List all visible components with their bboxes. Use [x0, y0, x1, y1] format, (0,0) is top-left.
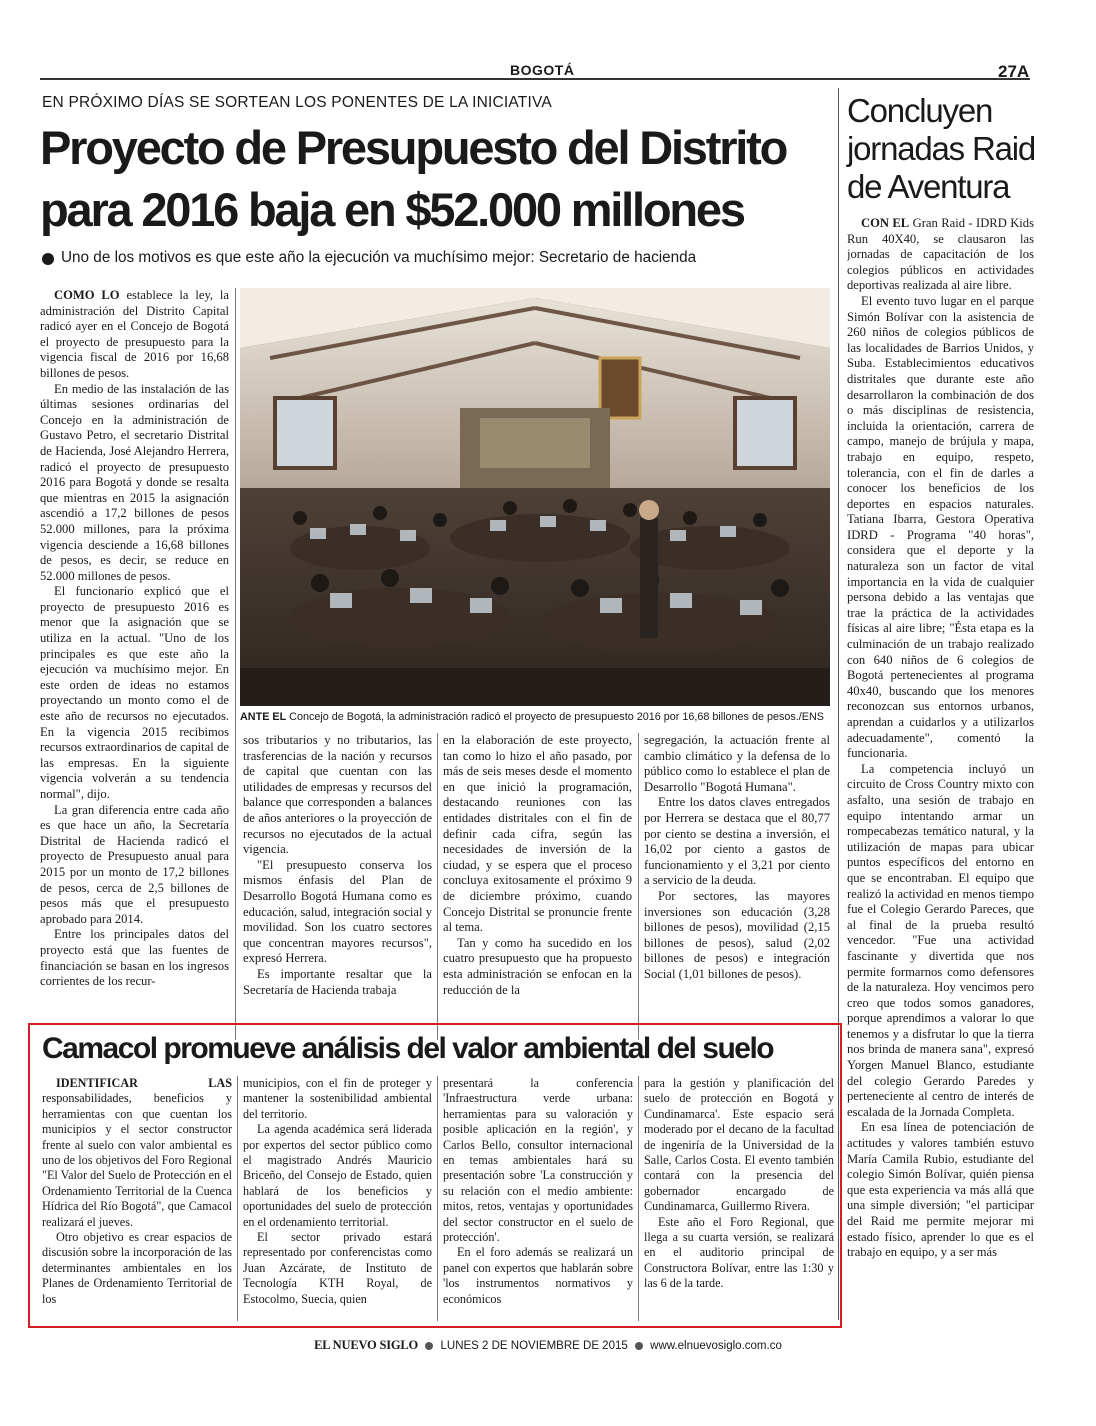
- side-headline: [847, 92, 1037, 206]
- issue-date: LUNES 2 DE NOVIEMBRE DE 2015: [440, 1340, 628, 1352]
- footer: [0, 1338, 1096, 1353]
- paragraph: El sector privado estará representado por conferencistas como Juan Azcárate, de Instituto de Tecnología KTH Royal, de Estocolmo, Suecia, quien: [243, 1230, 432, 1306]
- main-col-4: [644, 733, 830, 1040]
- paragraph: Por sectores, las mayores inversiones son educación (3,28 billones de pesos), movilidad (2,15 billones de pesos), salud (2,02 billones de pesos) e integración Social (1,01 billones de pesos).: [644, 888, 830, 981]
- paragraph: Entre los principales datos del proyecto está que las fuentes de financiación se basan en los ingresos corrientes de los recur-: [40, 927, 229, 989]
- main-headline-line1: Proyecto de Presupuesto del Distrito: [40, 121, 787, 174]
- paragraph: Entre los datos claves entregados por Herrera se destaca que el 80,77 por ciento se destina a inversión, el 16,02 por ciento a gastos de funcionamiento y el 3,21 por ciento a servicio de la deuda.: [644, 795, 830, 888]
- main-headline-line2: para 2016 baja en $52.000 millones: [40, 183, 744, 236]
- paragraph: En el foro además se realizará un panel con expertos que hablarán sobre 'los instrumentos normativos y económicos: [443, 1245, 633, 1306]
- paragraph: Este año el Foro Regional, que llega a su cuarta versión, se realizará en el auditorio principal de Constructora Bolívar, entre las 1:30 y las 6 de la tarde.: [644, 1214, 834, 1291]
- bullet-icon: [635, 1342, 643, 1350]
- column-divider: [237, 1076, 238, 1321]
- side-headline-line2: jornadas Raid: [847, 130, 1036, 167]
- bullet-icon: [425, 1342, 433, 1350]
- paragraph: La agenda académica será liderada por expertos del sector público como el magistrado Andrés Mauricio Briceño, del Consejo de Estado, quien hablará de los beneficios y oportunidades del suelo de protección en el ordenamiento territorial.: [243, 1122, 432, 1229]
- page-number: 27A: [998, 62, 1030, 81]
- paragraph: presentará la conferencia 'Infraestructura verde urbana: herramientas para su valoración y posible aplicación en la región', y Carlos Bello, consultor internacional en temas ambientales hará su presentación sobre 'La construcción y su relación con el medio ambiente: mitos, retos, ventajas y oportunidades del sector constructor en el suelo de protección'.: [443, 1076, 633, 1245]
- paragraph: Otro objetivo es crear espacios de discusión sobre la incorporación de las determinantes ambientales en los Planes de Ordenamiento Territorial de los: [42, 1230, 232, 1306]
- main-col-2: [243, 733, 432, 1040]
- column-divider: [437, 1076, 438, 1321]
- paragraph: sos tributarios y no tributarios, las trasferencias de la nación y recursos de capital que cuentan con las utilidades de empresas y recursos del balance que corresponden a balances de años anteriores o la proyección de recursos no ejecutados de la actual vigencia.: [243, 733, 432, 857]
- paper-name: EL NUEVO SIGLO: [314, 1338, 419, 1352]
- camacol-headline: Camacol promueve análisis del valor ambiental del suelo: [42, 1032, 774, 1065]
- paragraph: En esa línea de potenciación de actitudes y valores también estuvo María Camila Rubio, estudiante del colegio Simón Bolívar, quién piensa que esta experiencia va más allá que una simple diversión; "el participar del Raid me permite mejorar mi estado físico, aprender lo que es el trabajo en equipo, y a ser más: [847, 1120, 1034, 1260]
- side-headline-line1: Concluyen: [847, 92, 993, 129]
- camacol-col-4: [644, 1076, 834, 1321]
- website-link[interactable]: www.elnuevosiglo.com.co: [650, 1340, 782, 1352]
- column-divider: [437, 733, 438, 1040]
- paragraph: "El presupuesto conserva los mismos énfasis del Plan de Desarrollo Bogotá Humana como es educación, salud, integración social y movilidad. Son los cuatro sectores que concentran mayores recursos", expresó Herrera.: [243, 857, 432, 966]
- header-rule: [40, 78, 1030, 80]
- paragraph: responsabilidades, beneficios y herramientas con que cuentan los municipios y el sector constructor frente al suelo con valor ambiental es uno de los objetivos del Foro Regional "El Valor del Suelo de Protección en el Ordenamiento Territorial de la Cuenca Hídrica del Río Bogotá", que Camacol realizará el jueves.: [42, 1091, 232, 1229]
- council-chamber-photo: [240, 288, 830, 706]
- column-divider: [638, 733, 639, 1040]
- paragraph: para la gestión y planificación del suelo de protección en Bogotá y Cundinamarca'. Este espacio será moderado por el decano de la facultad de ingeniría de la Universidad de la Salle, Carlos Costa. El evento también contará con la presencia del gobernador encargado de Cundinamarca, Guillermo Rivera.: [644, 1076, 834, 1214]
- lead-in: CON EL: [861, 216, 910, 230]
- paragraph: La competencia incluyó un circuito de Cross Country mixto con asfalto, una sesión de trabajo en equipo intentando armar un rompecabezas temático natural, y la utilización de mapas para ubicar puntos específicos del entorno en que se encontraban. El equipo que realizó la actividad en menos tiempo fue el Colegio Gerardo Pareces, que al final de la prueba resultó vencedor. "Fue una actividad fascinante y divertida que nos permite formarnos como defensores de la naturaleza. Hoy vencimos pero creo que todos somos ganadores, porque aprendimos a valorar lo que tenemos y a disfrutar lo que la tierra nos brinda de manera sana", expresó Yorgen Manuel Blanco, estudiante del colegio Gerardo Paredes y perteneciente al centro de interés de escalada de la Jornada Completa.: [847, 761, 1034, 1119]
- paragraph: Gran Raid - IDRD Kids Run 40X40, se clausaron las jornadas de capacitación de los colegios públicos en actividades deportivas realizada al aire libre.: [847, 216, 1034, 293]
- column-divider: [235, 288, 236, 1040]
- main-col-3: [443, 733, 632, 1040]
- paragraph: municipios, con el fin de proteger y mantener la sostenibilidad ambiental del territorio.: [243, 1076, 432, 1121]
- caption-text: Concejo de Bogotá, la administración radicó el proyecto de presupuesto 2016 por 16,68 billones de pesos./ENS: [286, 711, 824, 723]
- paragraph: El evento tuvo lugar en el parque Simón Bolívar con la asistencia de 260 niños de colegios públicos de las localidades de Barrios Unidos, y Suba. Establecimientos educativos distritales que durante este año desarrollaron la combinación de dos o más disciplinas de resistencia, incluida la orientación, carrera de campo, manejo de brújula y mapa, trabajo en equipo, respeto, tolerancia, con el fin de darles a conocer los beneficios de los deportes en espacios naturales. Tatiana Ibarra, Gestora Operativa IDRD - Programa "40 horas", considera que el deporte y la naturaleza son un factor de vital importancia en la vida de cualquier persona debido a las ventajas que trae la práctica de la actividades físicas al aire libre; "Ésta etapa es la culminación de un trabajo realizado con 640 niños de 6 colegios de Bogotá pertenecientes al programa 40x40, buscando que los menores reconozcan sus entornos urbanos, aprendan a cuidarlos y a utilizarlos adecuadamente", comentó la funcionaria.: [847, 293, 1034, 761]
- column-divider: [638, 1076, 639, 1321]
- photo-caption: [240, 710, 830, 724]
- main-col-1: [40, 288, 229, 1040]
- lead-in: COMO LO: [54, 288, 120, 302]
- subhead-bullet-icon: [42, 253, 54, 265]
- paragraph: En medio de las instalación de las últimas sesiones ordinarias del Concejo en la administración de Gustavo Petro, el secretario Distrital de Hacienda, José Alejandro Herrera, radicó el proyecto de presupuesto 2016 para Bogotá y donde se resalta que mientras en 2015 la asignación ascendió a 17,2 billones de pesos 52.000 millones, para la próxima vigencia desciende a 16,68 billones de pesos, es decir, se reduce en 52.000 millones de pesos.: [40, 381, 229, 583]
- side-headline-line3: de Aventura: [847, 168, 1010, 205]
- subhead: Uno de los motivos es que este año la ejecución va muchísimo mejor: Secretario de hacienda: [61, 249, 697, 266]
- paragraph: establece la ley, la administración del Distrito Capital radicó ayer en el Concejo de Bogotá el proyecto de presupuesto para la vigencia fiscal de 2016 por 16,68 billones de pesos.: [40, 288, 229, 380]
- photo-illustration: [240, 288, 830, 706]
- lead-in: IDENTIFICAR LAS: [56, 1076, 232, 1090]
- camacol-col-1: [42, 1076, 232, 1321]
- caption-lead-in: ANTE EL: [240, 711, 287, 723]
- side-story-text: [847, 216, 1034, 1320]
- camacol-col-2: [243, 1076, 432, 1321]
- paragraph: Tan y como ha sucedido en los cuatro presupuesto que ha propuesto esta administración se enfocan en la reducción de la: [443, 935, 632, 997]
- paragraph: El funcionario explicó que el proyecto de presupuesto 2016 es menor que la asignación que se utiliza en la actual. "Uno de los principales es que este año la ejecución va muchísimo mejor. En este orden de ideas no estamos proyectando un monto como el de este año de recursos no ejecutados. En la vigencia 2015 recibimos recursos extraordinarios de capital de las empresas. En la siguiente vigencia volverán a su tendencia normal", dijo.: [40, 584, 229, 801]
- kicker: EN PRÓXIMO DÍAS SE SORTEAN LOS PONENTES DE LA INICIATIVA: [42, 94, 552, 111]
- section-label: BOGOTÁ: [510, 62, 575, 78]
- paragraph: Es importante resaltar que la Secretaría de Hacienda trabaja: [243, 966, 432, 997]
- camacol-col-3: [443, 1076, 633, 1321]
- paragraph: en la elaboración de este proyecto, tan como lo hizo el año pasado, por más de seis meses desde el momento en que inició la programación, destacando reuniones con las entidades distritales con el fin de definir cada cifra, según las necesidades de inversión de la ciudad, y se espera que el proceso concluya exitosamente el próximo 9 de diciembre próximo, cuando Concejo Distrital se pronuncie frente al tema.: [443, 733, 632, 935]
- paragraph: segregación, la actuación frente al cambio climático y la defensa de lo público como lo establece el plan de Desarrollo "Bogotá Humana".: [644, 733, 830, 794]
- paragraph: La gran diferencia entre cada año es que hace un año, la Secretaría Distrital de Hacienda radicó el proyecto de Presupuesto anual para 2015 por un monto de 17,2 billones de pesos, cerca de 2,5 billones de pesos más que el presupuesto aprobado para 2014.: [40, 802, 229, 926]
